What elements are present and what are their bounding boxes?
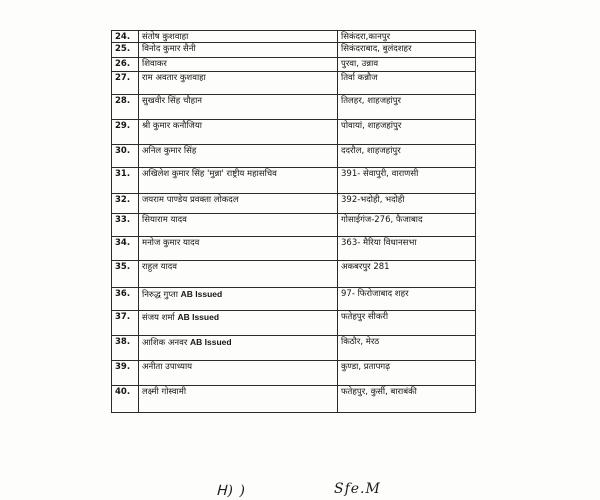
candidate-name: संतोष कुशवाहा	[142, 32, 189, 42]
row-number: 39.	[112, 361, 139, 386]
candidate-table-body	[112, 31, 476, 413]
row-number: 38.	[112, 336, 139, 361]
candidate-name-cell	[139, 95, 338, 120]
constituency-cell: सिकंदराबाद, बुलंदशहर	[338, 43, 476, 58]
signature-right: Sfe.M	[334, 481, 381, 497]
candidate-name: विनोद कुमार सैनी	[142, 44, 196, 54]
candidate-name: सुखवीर सिंह चौहान	[142, 96, 202, 106]
table-row	[112, 43, 476, 58]
constituency-cell: 391- सेवापुरी, वाराणसी	[338, 168, 476, 194]
candidate-name: शिवाकर	[142, 59, 167, 69]
constituency-cell: 97- फिरोजाबाद शहर	[338, 288, 476, 311]
candidate-name-cell	[139, 336, 338, 361]
constituency-cell: पुरवा, उन्नाव	[338, 58, 476, 72]
candidate-name: राहुल यादव	[142, 262, 178, 272]
table-row	[112, 72, 476, 95]
table-row	[112, 386, 476, 413]
constituency-cell: किठौर, मेरठ	[338, 336, 476, 361]
table-row	[112, 168, 476, 194]
table-row	[112, 214, 476, 237]
candidate-name: आशिक अनवर	[142, 338, 191, 348]
row-number: 26.	[112, 58, 139, 72]
candidate-name-cell	[139, 386, 338, 413]
candidate-name-cell	[139, 288, 338, 311]
table-row	[112, 361, 476, 386]
row-number: 40.	[112, 386, 139, 413]
constituency-cell: 392-भदोही, भदोही	[338, 194, 476, 214]
candidate-name-cell	[139, 194, 338, 214]
candidate-table	[111, 30, 476, 413]
table-row	[112, 31, 476, 43]
row-number: 29.	[112, 120, 139, 145]
ab-issued-tag: AB Issued	[190, 337, 232, 347]
row-number: 36.	[112, 288, 139, 311]
row-number: 27.	[112, 72, 139, 95]
table-row	[112, 194, 476, 214]
candidate-name: मनोज कुमार यादव	[142, 238, 200, 248]
row-number: 24.	[112, 31, 139, 43]
table-row	[112, 237, 476, 261]
candidate-name: अनीता उपाध्याय	[142, 362, 193, 372]
table-row	[112, 58, 476, 72]
candidate-name: संजय शर्मा	[142, 313, 178, 323]
candidate-name-cell	[139, 237, 338, 261]
candidate-name-cell	[139, 261, 338, 288]
candidate-name: निरुद्ध गुप्ता	[142, 290, 181, 300]
candidate-name: अनिल कुमार सिंह	[142, 146, 197, 156]
candidate-name: जयराम पाण्डेय प्रवक्ता लोकदल	[142, 195, 239, 205]
ab-issued-tag: AB Issued	[177, 312, 220, 322]
candidate-name-cell	[139, 168, 338, 194]
constituency-cell: अकबरपुर 281	[338, 261, 476, 288]
table-row	[112, 261, 476, 288]
candidate-name: सियाराम यादव	[142, 215, 187, 225]
constituency-cell: ददरौल, शाहजहांपुर	[338, 145, 476, 168]
candidate-name-cell	[139, 311, 338, 336]
candidate-name-cell	[139, 72, 338, 95]
table-row	[112, 311, 476, 336]
row-number: 28.	[112, 95, 139, 120]
candidate-name: श्री कुमार कनौजिया	[142, 121, 202, 131]
row-number: 25.	[112, 43, 139, 58]
signature-left: ᕼ) )	[216, 483, 246, 499]
candidate-name: राम अवतार कुशवाहा	[142, 73, 206, 83]
row-number: 33.	[112, 214, 139, 237]
constituency-cell: पोवायां, शाहजहांपुर	[338, 120, 476, 145]
candidate-name-cell	[139, 145, 338, 168]
constituency-cell: फतेहपुर, कुर्सी, बाराबंकी	[338, 386, 476, 413]
table-row	[112, 120, 476, 145]
candidate-name: लक्ष्मी गोस्वामी	[142, 387, 187, 397]
constituency-cell: फतेहपुर सीकरी	[338, 311, 476, 336]
table-row	[112, 288, 476, 311]
row-number: 37.	[112, 311, 139, 336]
constituency-cell: तिलहर, शाहजहांपुर	[338, 95, 476, 120]
candidate-name-cell	[139, 43, 338, 58]
candidate-name-cell	[139, 58, 338, 72]
row-number: 35.	[112, 261, 139, 288]
candidate-name-cell	[139, 120, 338, 145]
table-row	[112, 336, 476, 361]
table-row	[112, 145, 476, 168]
row-number: 30.	[112, 145, 139, 168]
candidate-name-cell	[139, 214, 338, 237]
table-row	[112, 95, 476, 120]
constituency-cell: 363- मैरिया विधानसभा	[338, 237, 476, 261]
row-number: 31.	[112, 168, 139, 194]
ab-issued-tag: AB Issued	[180, 289, 223, 299]
constituency-cell: सिकंदरा,कानपुर	[338, 31, 476, 43]
candidate-name: अखिलेश कुमार सिंह 'मुन्ना' राष्ट्रीय महासचिव	[142, 169, 277, 179]
constituency-cell: तिर्वा कन्नौज	[338, 72, 476, 95]
candidate-name-cell	[139, 31, 338, 43]
constituency-cell: गोसाईगंज-276, फैजाबाद	[338, 214, 476, 237]
row-number: 32.	[112, 194, 139, 214]
row-number: 34.	[112, 237, 139, 261]
constituency-cell: कुण्डा, प्रतापगढ़	[338, 361, 476, 386]
candidate-name-cell	[139, 361, 338, 386]
